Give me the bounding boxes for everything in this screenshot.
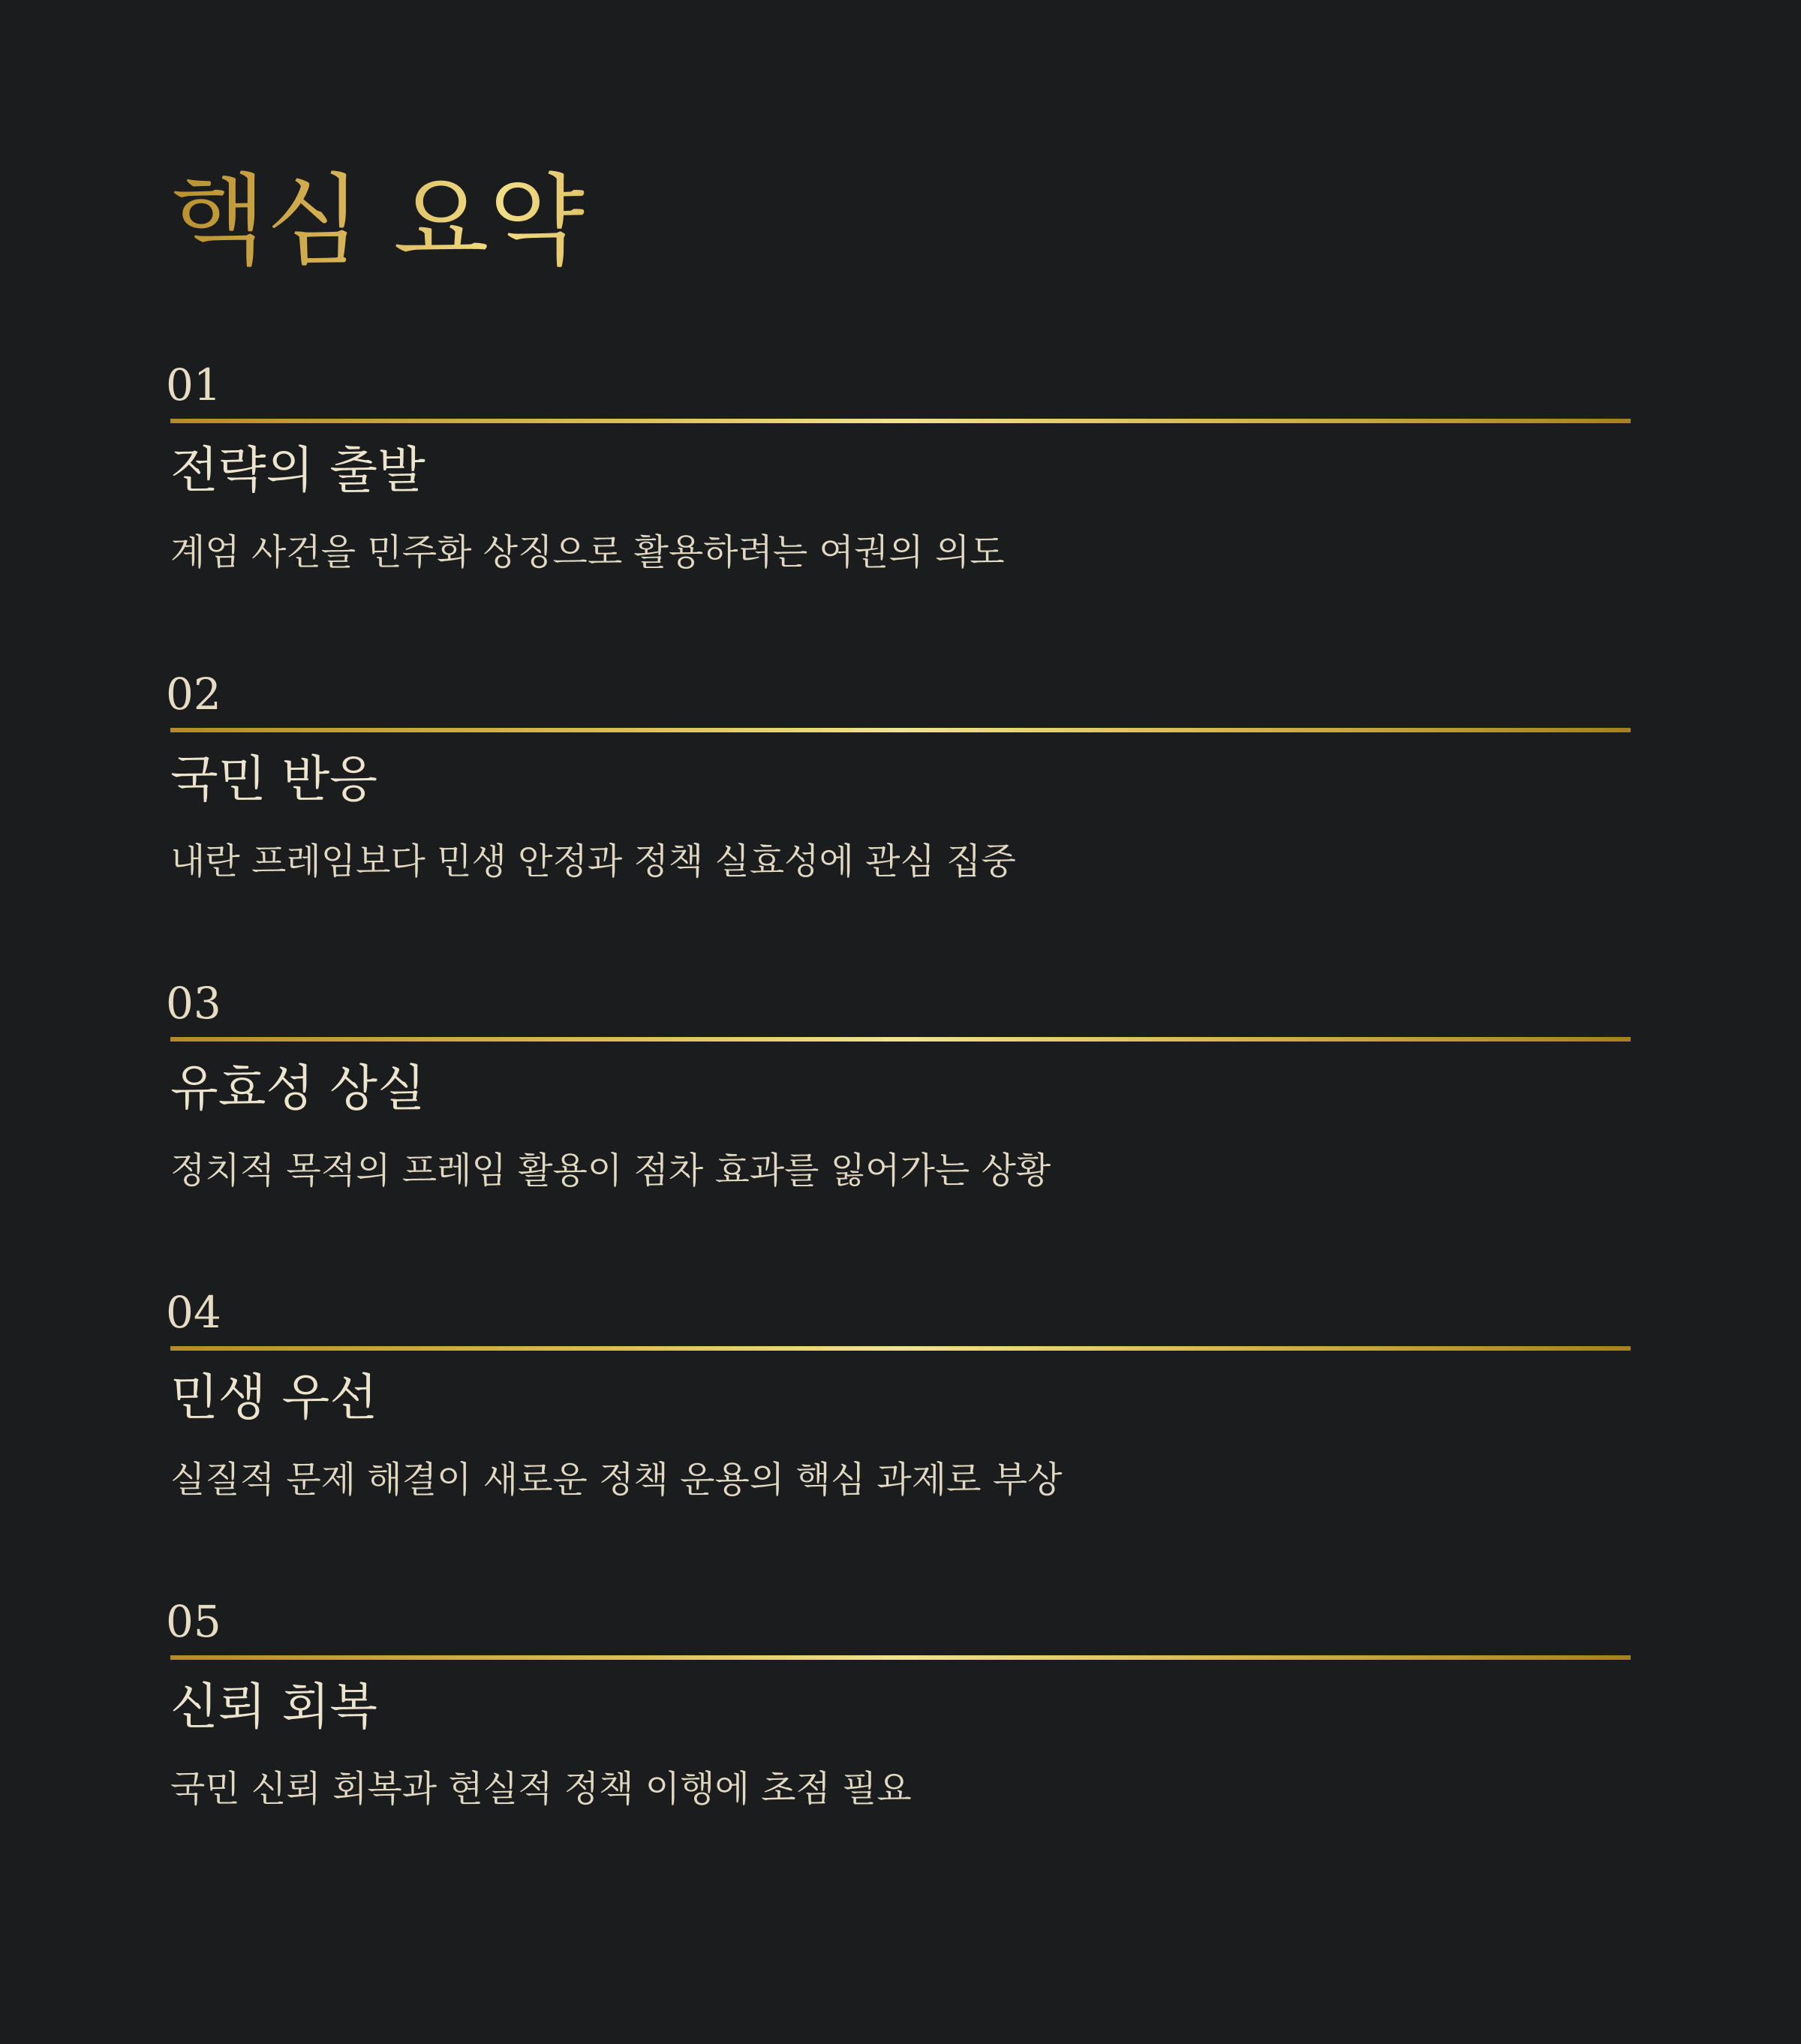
gold-divider — [170, 1655, 1631, 1660]
item-number: 02 — [166, 669, 221, 720]
item-number: 01 — [166, 359, 221, 410]
item-heading: 국민 반응 — [170, 750, 378, 808]
gold-divider — [170, 1346, 1631, 1351]
item-heading: 유효성 상실 — [170, 1060, 425, 1117]
summary-item-03 — [166, 977, 1631, 1202]
item-number: 03 — [166, 978, 221, 1029]
summary-item-04 — [166, 1286, 1631, 1511]
item-number: 04 — [166, 1287, 221, 1338]
gold-divider — [170, 1037, 1631, 1042]
summary-item-02 — [166, 668, 1631, 893]
item-description: 실질적 문제 해결이 새로운 정책 운용의 핵심 과제로 부상 — [170, 1459, 1063, 1501]
item-description: 내란 프레임보다 민생 안정과 정책 실효성에 관심 집중 — [170, 840, 1016, 882]
summary-item-05 — [166, 1595, 1631, 1820]
item-heading: 신뢰 회복 — [170, 1678, 378, 1736]
page-title: 핵심 요약 — [170, 161, 585, 281]
summary-item-01 — [166, 359, 1631, 584]
item-description: 계엄 사건을 민주화 상징으로 활용하려는 여권의 의도 — [170, 531, 1005, 573]
item-description: 국민 신뢰 회복과 현실적 정책 이행에 초점 필요 — [170, 1768, 912, 1810]
item-heading: 민생 우선 — [170, 1369, 378, 1426]
gold-divider — [170, 728, 1631, 732]
item-description: 정치적 목적의 프레임 활용이 점차 효과를 잃어가는 상황 — [170, 1150, 1051, 1192]
item-heading: 전략의 출발 — [170, 441, 425, 499]
item-number: 05 — [166, 1596, 221, 1647]
gold-divider — [170, 419, 1631, 423]
